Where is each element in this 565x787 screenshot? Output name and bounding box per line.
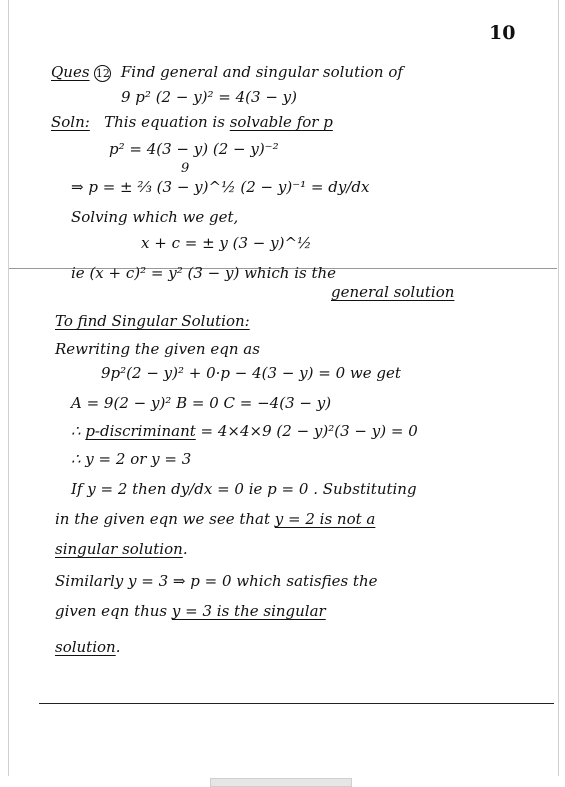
solution-line-2: p² = 4(3 − y) (2 − y)⁻² <box>109 140 279 158</box>
singular-line-11-rest: . <box>115 638 121 656</box>
singular-line-3: A = 9(2 − y)² B = 0 C = −4(3 − y) <box>71 394 332 412</box>
solution-line-4: Solving which we get, <box>71 208 239 226</box>
question-title: Find general and singular solution of <box>120 63 403 81</box>
singular-solution-underlined: singular solution <box>55 540 183 558</box>
singular-heading: To find Singular Solution: <box>55 312 250 330</box>
solution-line-1 <box>51 113 333 131</box>
singular-line-2: 9p²(2 − y)² + 0·p − 4(3 − y) = 0 we get <box>101 364 401 382</box>
solvable-for-p-underlined: solvable for p <box>229 113 333 131</box>
singular-line-5: ∴ y = 2 or y = 3 <box>71 450 192 468</box>
solution-line-3: ⇒ p = ± ⅔ (3 − y)^½ (2 − y)⁻¹ = dy/dx <box>71 178 370 196</box>
singular-line-10 <box>55 602 326 620</box>
solution-line-6: ie (x + c)² = y² (3 − y) which is the <box>71 264 337 282</box>
singular-line-7-text: in the given eqn we see that <box>55 510 275 528</box>
page-number: 10 <box>489 22 516 44</box>
solution-line-2-denominator: 9 <box>181 161 190 176</box>
solution-label: Soln: <box>51 113 90 131</box>
singular-line-11 <box>55 638 120 656</box>
bottom-rule <box>39 703 554 704</box>
question-equation: 9 p² (2 − y)² = 4(3 − y) <box>121 88 298 106</box>
question-label: Ques <box>51 63 90 81</box>
singular-line-4-rest: = 4×4×9 (2 − y)²(3 − y) = 0 <box>195 422 418 440</box>
singular-line-4 <box>71 422 418 440</box>
solution-line-5: x + c = ± y (3 − y)^½ <box>141 234 312 252</box>
y3-singular-underlined: y = 3 is the singular <box>171 602 326 620</box>
therefore-symbol: ∴ <box>71 422 81 440</box>
singular-line-8-rest: . <box>182 540 188 558</box>
general-solution-underlined: general solution <box>331 283 455 301</box>
singular-line-1: Rewriting the given eqn as <box>55 340 260 358</box>
singular-line-6: If y = 2 then dy/dx = 0 ie p = 0 . Substituting <box>71 480 417 498</box>
p-discriminant-underlined: p-discriminant <box>85 422 196 440</box>
question-heading <box>51 63 403 82</box>
singular-line-10-text: given eqn thus <box>55 602 172 620</box>
singular-line-8 <box>55 540 188 558</box>
question-number-badge: 12 <box>95 67 110 80</box>
solution-line-1-text: This equation is <box>104 113 225 131</box>
document-page <box>8 0 559 776</box>
singular-line-7 <box>55 510 375 528</box>
y2-not-singular-underlined: y = 2 is not a <box>274 510 376 528</box>
solution-word-underlined: solution <box>55 638 116 656</box>
singular-line-9: Similarly y = 3 ⇒ p = 0 which satisfies the <box>55 572 378 590</box>
